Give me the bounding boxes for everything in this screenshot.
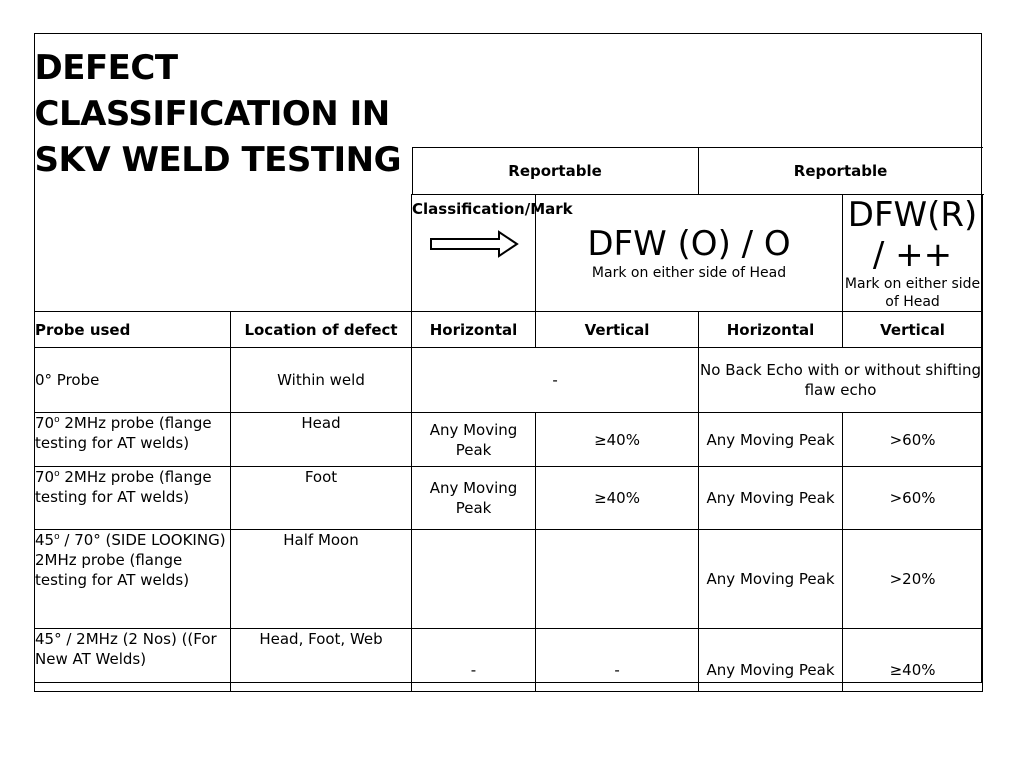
horizontal-o-cell: -: [412, 629, 536, 692]
col-probe-used: Probe used: [35, 312, 231, 348]
col-horizontal-o: Horizontal: [412, 312, 536, 348]
location-cell: Head: [231, 413, 412, 467]
col-vertical-r: Vertical: [843, 312, 983, 348]
probe-description: 2MHz probe (flange testing for AT welds): [35, 414, 212, 452]
location-cell: Foot: [231, 467, 412, 530]
probe-cell: 0° Probe: [35, 348, 231, 413]
probe-cell: [35, 413, 231, 467]
table-row: [35, 348, 983, 413]
page-title: DEFECT CLASSIFICATION IN SKV WELD TESTING: [34, 48, 402, 180]
table-row: [35, 467, 983, 530]
header-spacer: [412, 33, 699, 195]
vertical-o-cell: ≥40%: [536, 413, 699, 467]
probe-description: 2MHz probe (flange testing for AT welds): [35, 468, 212, 506]
horizontal-r-cell: Any Moving Peak: [699, 629, 843, 692]
dfw-o-cell: [536, 195, 843, 312]
probe-degree: 45: [35, 531, 55, 549]
location-cell: Within weld: [231, 348, 412, 413]
horizontal-r-cell: Any Moving Peak: [699, 467, 843, 530]
dfw-r-cell: [843, 195, 983, 312]
location-cell: Half Moon: [231, 530, 412, 629]
probe-description: / 70° (SIDE LOOKING) 2MHz probe (flange testing for AT welds): [35, 531, 226, 589]
reportable-r-cell: No Back Echo with or without shifting flaw echo: [699, 348, 983, 413]
col-vertical-o: Vertical: [536, 312, 699, 348]
vertical-r-cell: ≥40%: [843, 629, 983, 692]
column-header-row: [35, 312, 983, 348]
right-arrow-icon: [429, 229, 519, 259]
dfw-r-note: Mark on either side of Head: [844, 276, 981, 310]
horizontal-o-cell: Any Moving Peak: [412, 413, 536, 467]
reportable-header-o: Reportable: [412, 147, 699, 194]
horizontal-o-cell: [412, 530, 536, 629]
location-cell: Head, Foot, Web: [231, 629, 412, 692]
dfw-r-mark: DFW(R) / ++: [847, 195, 978, 275]
classification-cell: [412, 195, 573, 312]
degree-mark: o: [54, 532, 60, 542]
horizontal-r-cell: Any Moving Peak: [699, 413, 843, 467]
defect-classification-table: [34, 33, 983, 692]
header-gap: [412, 33, 699, 147]
col-location: Location of defect: [231, 312, 412, 348]
horizontal-r-cell: Any Moving Peak: [699, 530, 843, 629]
probe-degree: 70: [35, 414, 55, 432]
col-horizontal-r: Horizontal: [699, 312, 843, 348]
reportable-header-r: Reportable: [699, 147, 983, 194]
degree-mark: o: [54, 469, 60, 479]
table-row: [35, 530, 983, 629]
degree-mark: o: [54, 415, 60, 425]
probe-cell: 45° / 2MHz (2 Nos) ((For New AT Welds): [35, 629, 231, 692]
vertical-r-cell: >20%: [843, 530, 983, 629]
classification-label: Classification/Mark: [412, 200, 573, 218]
vertical-o-cell: ≥40%: [536, 467, 699, 530]
vertical-r-cell: >60%: [843, 413, 983, 467]
title-area: [35, 33, 412, 312]
header-spacer-2: [699, 33, 983, 195]
probe-cell: [35, 530, 231, 629]
probe-degree: 70: [35, 468, 55, 486]
vertical-r-cell: >60%: [843, 467, 983, 530]
probe-cell: [35, 467, 231, 530]
table-row: [35, 413, 983, 467]
dfw-o-mark: DFW (O) / O: [587, 224, 791, 264]
vertical-o-cell: -: [536, 629, 699, 692]
vertical-o-cell: [536, 530, 699, 629]
dfw-o-note: Mark on either side of Head: [591, 265, 787, 281]
header-gap-2: [699, 33, 983, 147]
table-row: [35, 629, 983, 692]
reportable-o-cell: -: [412, 348, 699, 413]
horizontal-o-cell: Any Moving Peak: [412, 467, 536, 530]
